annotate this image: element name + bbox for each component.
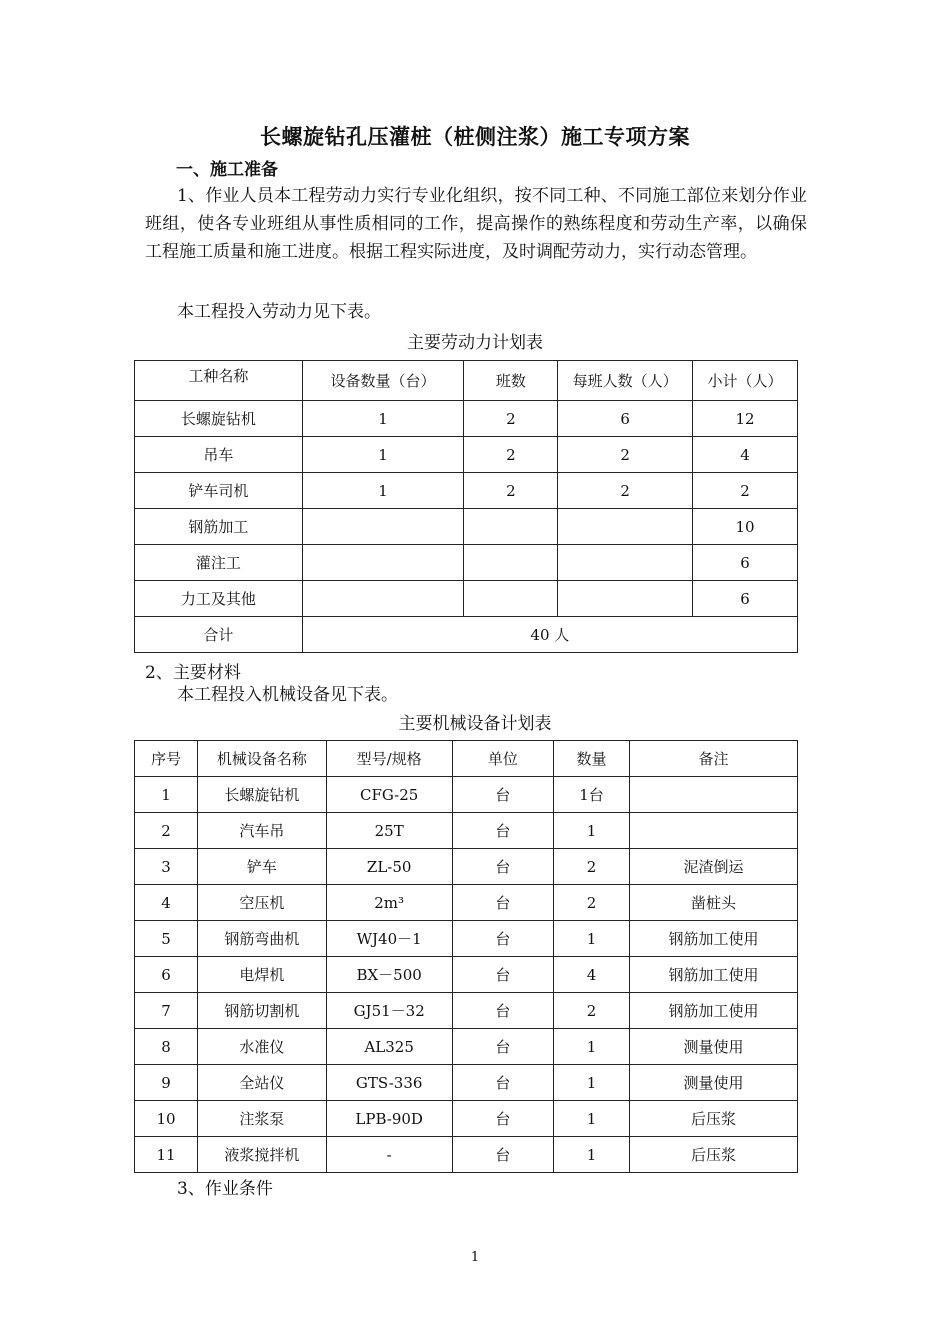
table-cell: 水准仪 xyxy=(198,1029,327,1065)
table-cell: 1 xyxy=(302,401,464,437)
table-cell: 4 xyxy=(693,437,798,473)
table-cell: 凿桩头 xyxy=(630,885,798,921)
labor-header-cell: 每班人数（人） xyxy=(558,361,693,401)
table-cell xyxy=(558,509,693,545)
table-row xyxy=(135,1065,798,1101)
table-cell: 1 xyxy=(554,1029,630,1065)
equipment-header-cell: 备注 xyxy=(630,741,798,777)
table-cell: 2 xyxy=(464,473,558,509)
table-cell: CFG-25 xyxy=(326,777,452,813)
table-cell: 钢筋弯曲机 xyxy=(198,921,327,957)
labor-table-header-row xyxy=(135,361,798,401)
table-cell: 铲车 xyxy=(198,849,327,885)
table-cell: GJ51－32 xyxy=(326,993,452,1029)
table-cell xyxy=(464,509,558,545)
table-cell: 5 xyxy=(135,921,198,957)
table-cell xyxy=(302,509,464,545)
table-cell: GTS-336 xyxy=(326,1065,452,1101)
table-cell: 2 xyxy=(554,885,630,921)
equipment-header-cell: 机械设备名称 xyxy=(198,741,327,777)
table-cell: 力工及其他 xyxy=(135,581,303,617)
table-cell: 台 xyxy=(452,957,553,993)
table-cell: 铲车司机 xyxy=(135,473,303,509)
table-cell: 11 xyxy=(135,1137,198,1173)
section-heading-preparation: 一、施工准备 xyxy=(176,160,278,180)
table-cell: 1 xyxy=(302,437,464,473)
table-cell: 2 xyxy=(558,437,693,473)
table-row xyxy=(135,921,798,957)
labor-total-row xyxy=(135,617,798,653)
table-cell: 注浆泵 xyxy=(198,1101,327,1137)
table-row xyxy=(135,401,798,437)
table-cell: 1台 xyxy=(554,777,630,813)
table-cell xyxy=(558,545,693,581)
labor-header-cell: 班数 xyxy=(464,361,558,401)
table-cell: 测量使用 xyxy=(630,1065,798,1101)
table-cell: 6 xyxy=(135,957,198,993)
table-cell: 25T xyxy=(326,813,452,849)
table-row xyxy=(135,581,798,617)
table-row xyxy=(135,1029,798,1065)
table-row xyxy=(135,1101,798,1137)
table-cell: 7 xyxy=(135,993,198,1029)
table-cell: 台 xyxy=(452,993,553,1029)
table-cell: 12 xyxy=(693,401,798,437)
table-cell: 吊车 xyxy=(135,437,303,473)
table-row xyxy=(135,777,798,813)
table-cell: 灌注工 xyxy=(135,545,303,581)
table-row xyxy=(135,545,798,581)
table-cell: 长螺旋钻机 xyxy=(135,401,303,437)
table-cell: 6 xyxy=(558,401,693,437)
table-cell: 空压机 xyxy=(198,885,327,921)
document-title: 长螺旋钻孔压灌桩（桩侧注浆）施工专项方案 xyxy=(260,125,690,149)
table-row xyxy=(135,509,798,545)
table-cell xyxy=(302,581,464,617)
table-cell xyxy=(464,581,558,617)
table-cell: 液浆搅拌机 xyxy=(198,1137,327,1173)
table-row xyxy=(135,1137,798,1173)
table-cell: 测量使用 xyxy=(630,1029,798,1065)
table-cell: 1 xyxy=(554,1137,630,1173)
equipment-table-caption: 主要机械设备计划表 xyxy=(398,714,552,734)
table-cell: 1 xyxy=(135,777,198,813)
item-heading-materials: 2、主要材料 xyxy=(145,663,241,683)
table-cell: BX－500 xyxy=(326,957,452,993)
table-cell: 钢筋加工 xyxy=(135,509,303,545)
equipment-header-cell: 序号 xyxy=(135,741,198,777)
total-value: 40 人 xyxy=(302,617,797,653)
table-cell: 后压浆 xyxy=(630,1101,798,1137)
table-cell: 3 xyxy=(135,849,198,885)
table-row xyxy=(135,885,798,921)
table-cell: 台 xyxy=(452,921,553,957)
table-cell: 电焊机 xyxy=(198,957,327,993)
table-cell xyxy=(630,813,798,849)
table-cell: 台 xyxy=(452,849,553,885)
table-cell: 2 xyxy=(464,401,558,437)
table-cell: 1 xyxy=(554,1101,630,1137)
table-cell: 2 xyxy=(464,437,558,473)
table-cell: 2m³ xyxy=(326,885,452,921)
labor-header-cell: 工种名称 xyxy=(135,361,303,401)
table-cell: ZL-50 xyxy=(326,849,452,885)
table-cell: 2 xyxy=(554,849,630,885)
table-cell: 钢筋切割机 xyxy=(198,993,327,1029)
table-cell: WJ40－1 xyxy=(326,921,452,957)
labor-table xyxy=(134,360,798,653)
table-cell: 台 xyxy=(452,813,553,849)
table-cell: 后压浆 xyxy=(630,1137,798,1173)
page-number: 1 xyxy=(470,1250,480,1265)
table-cell: 6 xyxy=(693,545,798,581)
labor-header-cell: 小计（人） xyxy=(693,361,798,401)
table-cell: 台 xyxy=(452,777,553,813)
table-row xyxy=(135,957,798,993)
table-row xyxy=(135,813,798,849)
labor-table-caption: 主要劳动力计划表 xyxy=(407,333,543,353)
equipment-table-header-row xyxy=(135,741,798,777)
table-cell: 2 xyxy=(135,813,198,849)
table-cell xyxy=(302,545,464,581)
equipment-header-cell: 单位 xyxy=(452,741,553,777)
table-cell: 2 xyxy=(693,473,798,509)
table-cell: 泥渣倒运 xyxy=(630,849,798,885)
equipment-header-cell: 型号/规格 xyxy=(326,741,452,777)
table-cell: 2 xyxy=(554,993,630,1029)
table-row xyxy=(135,473,798,509)
table-cell: 汽车吊 xyxy=(198,813,327,849)
table-cell: 1 xyxy=(554,921,630,957)
equipment-header-cell: 数量 xyxy=(554,741,630,777)
table-cell: 8 xyxy=(135,1029,198,1065)
table-row xyxy=(135,993,798,1029)
table-cell: 钢筋加工使用 xyxy=(630,921,798,957)
table-cell: - xyxy=(326,1137,452,1173)
table-cell: 4 xyxy=(554,957,630,993)
table-row xyxy=(135,849,798,885)
table-cell: 9 xyxy=(135,1065,198,1101)
equipment-table xyxy=(134,740,798,1173)
paragraph-labor-intro: 本工程投入劳动力见下表。 xyxy=(177,302,381,322)
table-cell: 台 xyxy=(452,1029,553,1065)
item-heading-conditions: 3、作业条件 xyxy=(177,1179,273,1199)
table-cell: AL325 xyxy=(326,1029,452,1065)
table-cell: 1 xyxy=(554,813,630,849)
total-label: 合计 xyxy=(135,617,303,653)
table-cell: 2 xyxy=(558,473,693,509)
table-cell: 台 xyxy=(452,1101,553,1137)
table-row xyxy=(135,437,798,473)
table-cell xyxy=(464,545,558,581)
table-cell xyxy=(558,581,693,617)
table-cell: 长螺旋钻机 xyxy=(198,777,327,813)
table-cell: 台 xyxy=(452,885,553,921)
table-cell: 1 xyxy=(302,473,464,509)
table-cell xyxy=(630,777,798,813)
paragraph-equipment-intro: 本工程投入机械设备见下表。 xyxy=(177,685,398,705)
table-cell: 全站仪 xyxy=(198,1065,327,1101)
table-cell: 台 xyxy=(452,1137,553,1173)
paragraph-workforce: 1、作业人员本工程劳动力实行专业化组织，按不同工种、不同施工部位来划分作业班组，使各专业班组从事性质相同的工作，提高操作的熟练程度和劳动生产率，以确保工程施工质量和施工进度。根据工程实际进度，及时调配劳动力，实行动态管理。 xyxy=(145,186,807,262)
table-cell: 6 xyxy=(693,581,798,617)
table-cell: 10 xyxy=(693,509,798,545)
table-cell: LPB-90D xyxy=(326,1101,452,1137)
table-cell: 台 xyxy=(452,1065,553,1101)
table-cell: 10 xyxy=(135,1101,198,1137)
table-cell: 1 xyxy=(554,1065,630,1101)
labor-header-cell: 设备数量（台） xyxy=(302,361,464,401)
table-cell: 钢筋加工使用 xyxy=(630,957,798,993)
table-cell: 4 xyxy=(135,885,198,921)
table-cell: 钢筋加工使用 xyxy=(630,993,798,1029)
